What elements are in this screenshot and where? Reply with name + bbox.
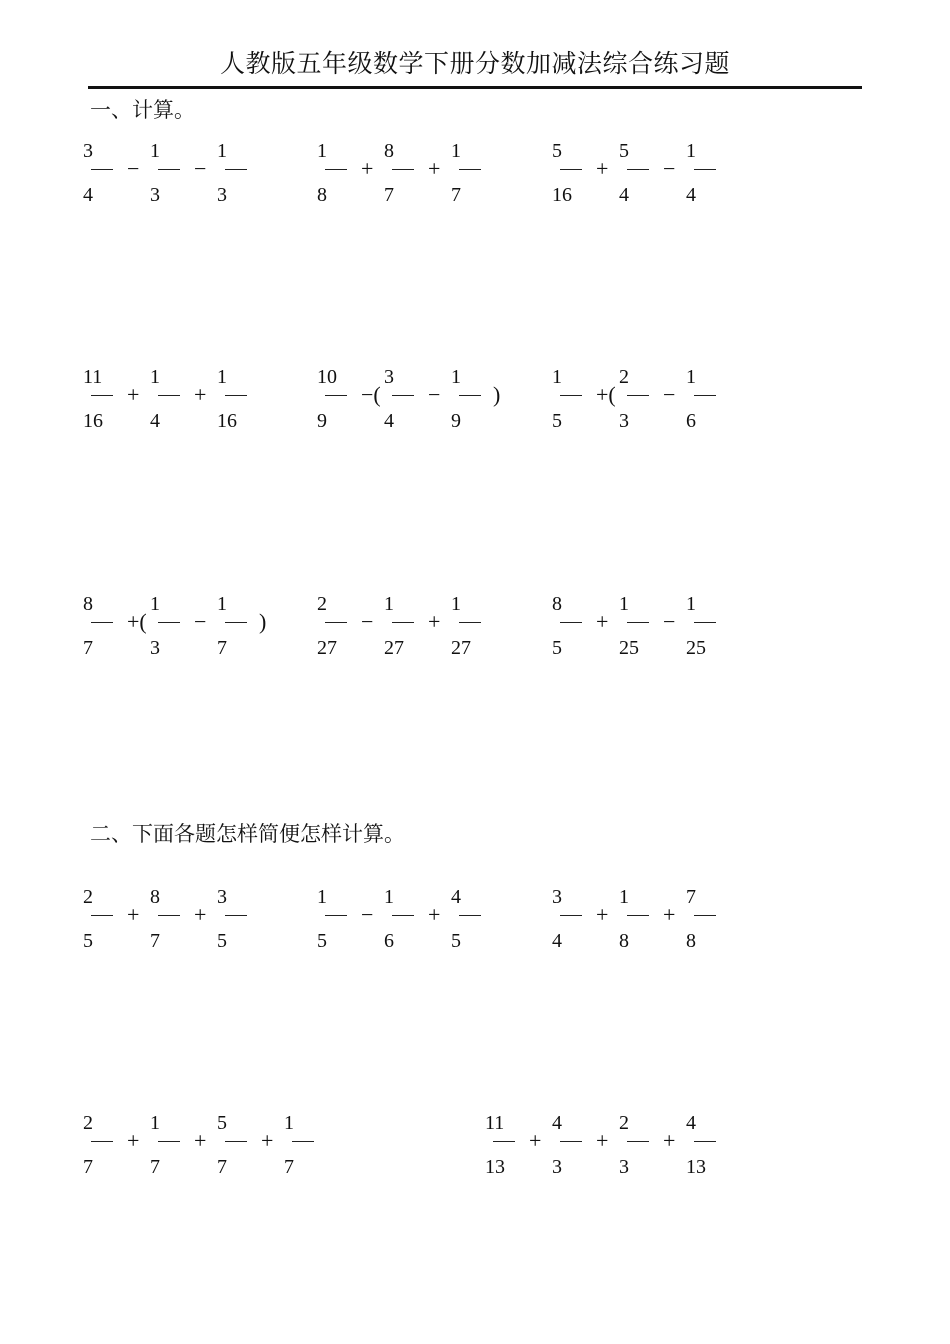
- fraction-bar: [560, 1141, 582, 1142]
- section-1-heading: 一、计算。: [90, 98, 195, 122]
- denominator: 3: [150, 184, 160, 206]
- denominator: 5: [552, 410, 562, 432]
- denominator: 7: [83, 1156, 93, 1178]
- denominator: 8: [317, 184, 327, 206]
- fraction: [686, 593, 718, 659]
- fraction-bar: [292, 1141, 314, 1142]
- fraction: [619, 1112, 651, 1178]
- fraction-bar: [627, 1141, 649, 1142]
- numerator: 2: [83, 886, 93, 908]
- fraction: [552, 886, 584, 952]
- fraction-bar: [158, 915, 180, 916]
- fraction-bar: [158, 169, 180, 170]
- denominator: 7: [451, 184, 461, 206]
- operator: −: [194, 156, 207, 181]
- fraction-bar: [91, 395, 113, 396]
- numerator: 1: [384, 593, 394, 615]
- numerator: 1: [217, 366, 227, 388]
- fraction-bar: [392, 915, 414, 916]
- fraction-bar: [459, 622, 481, 623]
- fraction-bar: [91, 622, 113, 623]
- denominator: 7: [150, 930, 160, 952]
- operator: −: [663, 156, 676, 181]
- denominator: 5: [451, 930, 461, 952]
- numerator: 2: [317, 593, 327, 615]
- fraction: [317, 886, 349, 952]
- operator: −(: [361, 382, 381, 407]
- fraction: [552, 593, 584, 659]
- denominator: 7: [217, 637, 227, 659]
- operator: −: [194, 609, 207, 634]
- operator: +(: [127, 609, 147, 634]
- numerator: 1: [552, 366, 562, 388]
- fraction: [83, 886, 115, 952]
- denominator: 13: [485, 1156, 505, 1178]
- fraction: [150, 140, 182, 206]
- fraction: [552, 1112, 584, 1178]
- operator: −: [361, 902, 374, 927]
- fraction: [150, 886, 182, 952]
- numerator: 1: [150, 593, 160, 615]
- denominator: 6: [686, 410, 696, 432]
- fraction: [217, 140, 249, 206]
- numerator: 1: [384, 886, 394, 908]
- operator: +: [596, 609, 609, 634]
- page-title: 人教版五年级数学下册分数加减法综合练习题: [219, 51, 730, 78]
- fraction-bar: [158, 1141, 180, 1142]
- fraction: [384, 593, 416, 659]
- denominator: 4: [619, 184, 629, 206]
- denominator: 25: [619, 637, 639, 659]
- operator: +: [663, 1128, 676, 1153]
- fraction-bar: [694, 622, 716, 623]
- fraction: [150, 366, 182, 432]
- operator: +: [596, 156, 609, 181]
- numerator: 1: [451, 593, 461, 615]
- operator: −: [663, 609, 676, 634]
- fraction-bar: [694, 395, 716, 396]
- fraction: [317, 593, 349, 659]
- fraction: [619, 593, 651, 659]
- numerator: 4: [686, 1112, 696, 1134]
- fraction: [317, 140, 349, 206]
- fraction-bar: [91, 915, 113, 916]
- operator: +: [127, 1128, 140, 1153]
- numerator: 3: [552, 886, 562, 908]
- fraction: [686, 140, 718, 206]
- numerator: 2: [619, 366, 629, 388]
- fraction-bar: [459, 169, 481, 170]
- fraction-bar: [627, 915, 649, 916]
- denominator: 8: [686, 930, 696, 952]
- operator: −: [663, 382, 676, 407]
- fraction-bar: [325, 395, 347, 396]
- denominator: 5: [217, 930, 227, 952]
- numerator: 4: [552, 1112, 562, 1134]
- numerator: 1: [686, 366, 696, 388]
- operator: +: [428, 609, 441, 634]
- fraction: [217, 886, 249, 952]
- fraction-bar: [694, 169, 716, 170]
- fraction: [552, 140, 584, 206]
- fraction-bar: [91, 1141, 113, 1142]
- operator: −: [127, 156, 140, 181]
- fraction: [451, 593, 483, 659]
- fraction: [619, 140, 651, 206]
- operator: +: [261, 1128, 274, 1153]
- fraction: [83, 1112, 115, 1178]
- denominator: 9: [317, 410, 327, 432]
- numerator: 4: [451, 886, 461, 908]
- numerator: 1: [451, 140, 461, 162]
- denominator: 3: [217, 184, 227, 206]
- fraction-bar: [694, 915, 716, 916]
- denominator: 3: [619, 410, 629, 432]
- title-underline: [88, 86, 862, 89]
- numerator: 1: [217, 593, 227, 615]
- fraction: [217, 593, 249, 659]
- numerator: 2: [83, 1112, 93, 1134]
- numerator: 5: [619, 140, 629, 162]
- fraction-bar: [91, 169, 113, 170]
- fraction: [284, 1112, 316, 1178]
- denominator: 4: [686, 184, 696, 206]
- numerator: 1: [150, 140, 160, 162]
- denominator: 16: [217, 410, 237, 432]
- fraction-bar: [325, 169, 347, 170]
- fraction: [217, 1112, 249, 1178]
- denominator: 27: [317, 637, 337, 659]
- fraction: [83, 593, 115, 659]
- fraction-bar: [392, 395, 414, 396]
- fraction-bar: [158, 622, 180, 623]
- numerator: 8: [150, 886, 160, 908]
- fraction: [552, 366, 584, 432]
- operator: +: [596, 1128, 609, 1153]
- fraction-bar: [325, 622, 347, 623]
- fraction: [451, 366, 483, 432]
- fraction: [619, 886, 651, 952]
- fraction-bar: [459, 395, 481, 396]
- numerator: 8: [384, 140, 394, 162]
- denominator: 7: [150, 1156, 160, 1178]
- fraction: [686, 886, 718, 952]
- fraction: [150, 1112, 182, 1178]
- denominator: 13: [686, 1156, 706, 1178]
- fraction-bar: [392, 622, 414, 623]
- numerator: 2: [619, 1112, 629, 1134]
- fraction-bar: [627, 622, 649, 623]
- operator: +: [428, 156, 441, 181]
- numerator: 11: [485, 1112, 505, 1134]
- operator: +: [428, 902, 441, 927]
- numerator: 8: [552, 593, 562, 615]
- fraction: [451, 140, 483, 206]
- numerator: 5: [217, 1112, 227, 1134]
- fraction-bar: [627, 169, 649, 170]
- denominator: 6: [384, 930, 394, 952]
- denominator: 5: [317, 930, 327, 952]
- denominator: 16: [552, 184, 572, 206]
- numerator: 1: [317, 140, 327, 162]
- denominator: 3: [619, 1156, 629, 1178]
- operator: +: [127, 382, 140, 407]
- fraction: [451, 886, 483, 952]
- fraction-bar: [560, 169, 582, 170]
- operator: +: [194, 382, 207, 407]
- fraction: [384, 140, 416, 206]
- fraction-bar: [560, 915, 582, 916]
- numerator: 1: [619, 886, 629, 908]
- fraction-bar: [392, 169, 414, 170]
- denominator: 7: [284, 1156, 294, 1178]
- denominator: 27: [384, 637, 404, 659]
- fraction-bar: [493, 1141, 515, 1142]
- numerator: 5: [552, 140, 562, 162]
- operator: +: [127, 902, 140, 927]
- denominator: 16: [83, 410, 103, 432]
- fraction-bar: [325, 915, 347, 916]
- numerator: 1: [150, 366, 160, 388]
- operator: +: [596, 902, 609, 927]
- fraction: [83, 366, 115, 432]
- numerator: 1: [284, 1112, 294, 1134]
- numerator: 11: [83, 366, 103, 388]
- denominator: 27: [451, 637, 471, 659]
- numerator: 10: [317, 366, 337, 388]
- fraction-bar: [627, 395, 649, 396]
- denominator: 9: [451, 410, 461, 432]
- denominator: 8: [619, 930, 629, 952]
- fraction: [150, 593, 182, 659]
- fraction: [384, 366, 416, 432]
- operator: +: [194, 1128, 207, 1153]
- fraction: [619, 366, 651, 432]
- fraction-bar: [560, 622, 582, 623]
- numerator: 3: [83, 140, 93, 162]
- fraction-bar: [225, 395, 247, 396]
- denominator: 3: [150, 637, 160, 659]
- numerator: 1: [317, 886, 327, 908]
- numerator: 7: [686, 886, 696, 908]
- section-2-heading: 二、下面各题怎样简便怎样计算。: [90, 822, 405, 846]
- fraction-bar: [225, 915, 247, 916]
- fraction-bar: [225, 169, 247, 170]
- operator: +: [529, 1128, 542, 1153]
- fraction: [317, 366, 349, 432]
- fraction: [686, 1112, 718, 1178]
- fraction-bar: [459, 915, 481, 916]
- denominator: 4: [384, 410, 394, 432]
- numerator: 1: [150, 1112, 160, 1134]
- denominator: 7: [384, 184, 394, 206]
- numerator: 8: [83, 593, 93, 615]
- numerator: 1: [686, 593, 696, 615]
- fraction: [485, 1112, 517, 1178]
- denominator: 7: [217, 1156, 227, 1178]
- denominator: 4: [552, 930, 562, 952]
- fraction-bar: [225, 1141, 247, 1142]
- fraction-bar: [225, 622, 247, 623]
- denominator: 3: [552, 1156, 562, 1178]
- numerator: 1: [619, 593, 629, 615]
- operator: +: [194, 902, 207, 927]
- numerator: 3: [217, 886, 227, 908]
- closing-paren: ): [259, 609, 267, 634]
- fraction: [83, 140, 115, 206]
- closing-paren: ): [493, 382, 501, 407]
- numerator: 1: [451, 366, 461, 388]
- fraction: [217, 366, 249, 432]
- operator: −: [361, 609, 374, 634]
- fraction-bar: [694, 1141, 716, 1142]
- fraction-bar: [158, 395, 180, 396]
- operator: −: [428, 382, 441, 407]
- operator: +: [663, 902, 676, 927]
- denominator: 4: [150, 410, 160, 432]
- fraction-bar: [560, 395, 582, 396]
- operator: +: [361, 156, 374, 181]
- numerator: 1: [686, 140, 696, 162]
- operator: +(: [596, 382, 616, 407]
- fraction: [384, 886, 416, 952]
- denominator: 5: [83, 930, 93, 952]
- denominator: 7: [83, 637, 93, 659]
- denominator: 4: [83, 184, 93, 206]
- denominator: 5: [552, 637, 562, 659]
- denominator: 25: [686, 637, 706, 659]
- numerator: 3: [384, 366, 394, 388]
- numerator: 1: [217, 140, 227, 162]
- fraction: [686, 366, 718, 432]
